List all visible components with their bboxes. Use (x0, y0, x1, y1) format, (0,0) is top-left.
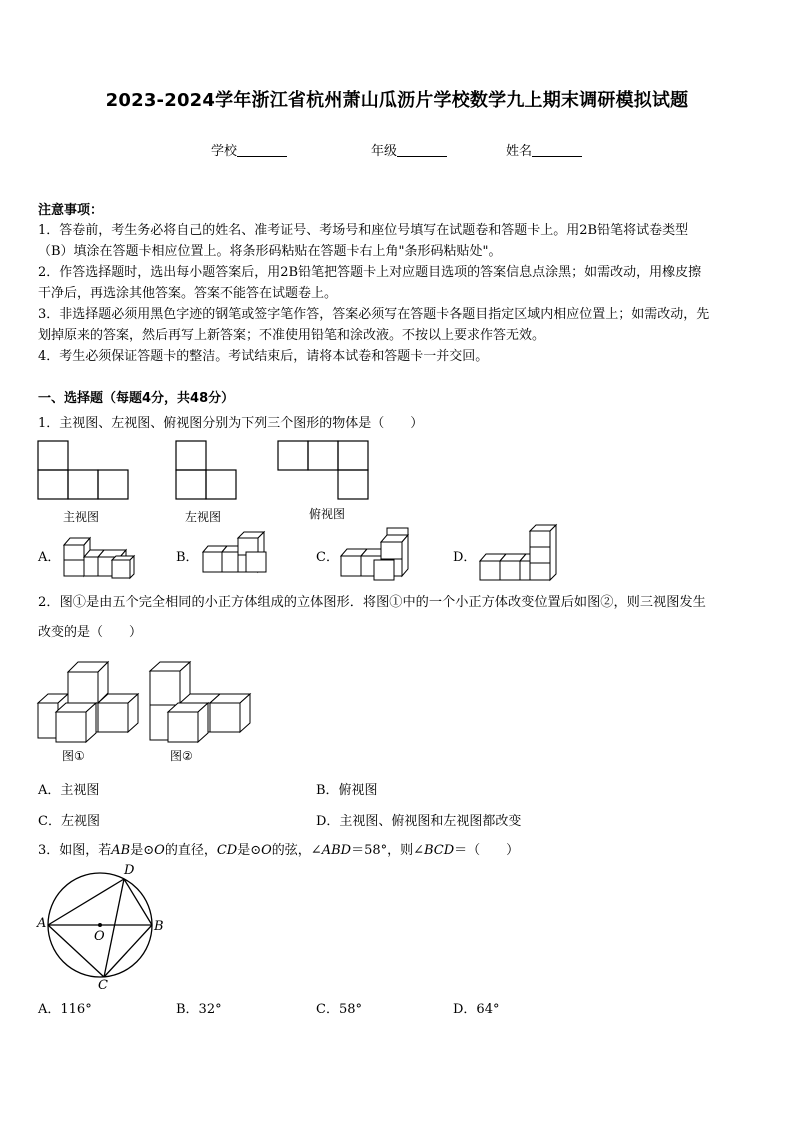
notice-line: （B）填涂在答题卡相应位置上。将条形码粘贴在答题卡右上角"条形码粘贴处"。 (38, 244, 502, 259)
q3-option-c[interactable]: C．58° (316, 1002, 362, 1017)
q3-option-b[interactable]: B．32° (176, 1002, 222, 1017)
notice-line: 干净后，再选涂其他答案。答案不能答在试题卷上。 (38, 286, 338, 301)
q1-option-d-label[interactable]: D． (453, 550, 477, 565)
figure-2-caption: 图② (170, 749, 193, 763)
top-view-caption: 俯视图 (309, 507, 346, 521)
figure-1-caption: 图① (62, 749, 85, 763)
notice-line: 2．作答选择题时，选出每小题答案后，用2B铅笔把答题卡上对应题目选项的答案信息点涂黑；如需改动，用橡皮擦 (38, 265, 702, 280)
notice-line: 3．非选择题必须用黑色字迹的钢笔或签字笔作答，答案必须写在答题卡各题目指定区域内相应位置上；如需改动，先 (38, 307, 710, 322)
q3-option-a[interactable]: A．116° (38, 1002, 92, 1017)
point-o-label: O (94, 929, 105, 944)
q2-option-a[interactable]: A．主视图 (38, 783, 100, 798)
q1-option-c-label[interactable]: C． (316, 550, 339, 565)
left-view-caption: 左视图 (185, 510, 222, 524)
name-field[interactable]: 姓名 (506, 140, 582, 159)
q3-option-d[interactable]: D．64° (453, 1002, 500, 1017)
front-view-caption: 主视图 (63, 510, 100, 524)
notice-line: 划掉原来的答案，然后再写上新答案；不准使用铅笔和涂改液。不按以上要求作答无效。 (38, 328, 546, 343)
notice-heading: 注意事项： (38, 203, 104, 218)
question-1-stem: 1．主视图、左视图、俯视图分别为下列三个图形的物体是（ ） (38, 416, 424, 431)
q1-option-a-label[interactable]: A． (38, 550, 61, 565)
school-field[interactable]: 学校 (211, 140, 287, 159)
point-b-label: B (154, 919, 164, 934)
exam-title: 2023-2024学年浙江省杭州萧山瓜沥片学校数学九上期末调研模拟试题 (105, 90, 689, 111)
section-heading: 一、选择题（每题4分，共48分） (38, 391, 235, 406)
q2-option-b[interactable]: B．俯视图 (316, 783, 378, 798)
notice-line: 1．答卷前，考生务必将自己的姓名、准考证号、考场号和座位号填写在试题卷和答题卡上。用2B铅笔将试卷类型 (38, 223, 689, 238)
notice-line: 4．考生必须保证答题卡的整洁。考试结束后，请将本试卷和答题卡一并交回。 (38, 349, 489, 364)
q2-option-d[interactable]: D．主视图、俯视图和左视图都改变 (316, 814, 522, 829)
q2-option-c[interactable]: C．左视图 (38, 814, 100, 829)
question-2-stem-line2: 改变的是（ ） (38, 625, 143, 640)
chord-cd (104, 879, 124, 977)
question-2-stem-line1: 2．图①是由五个完全相同的小正方体组成的立体图形．将图①中的一个小正方体改变位置后如图②，则三视图发生 (38, 595, 706, 610)
chord-db (124, 879, 152, 925)
point-c-label: C (98, 978, 108, 993)
point-a-label: A (37, 916, 47, 931)
point-d-label: D (124, 863, 135, 878)
grade-field[interactable]: 年级 (371, 140, 447, 159)
question-3-stem: 3．如图，若AB是⊙O的直径，CD是⊙O的弦，∠ABD＝58°，则∠BCD＝（ ） (38, 843, 520, 858)
q1-option-b-label[interactable]: B． (176, 550, 199, 565)
chord-ad (48, 879, 124, 925)
